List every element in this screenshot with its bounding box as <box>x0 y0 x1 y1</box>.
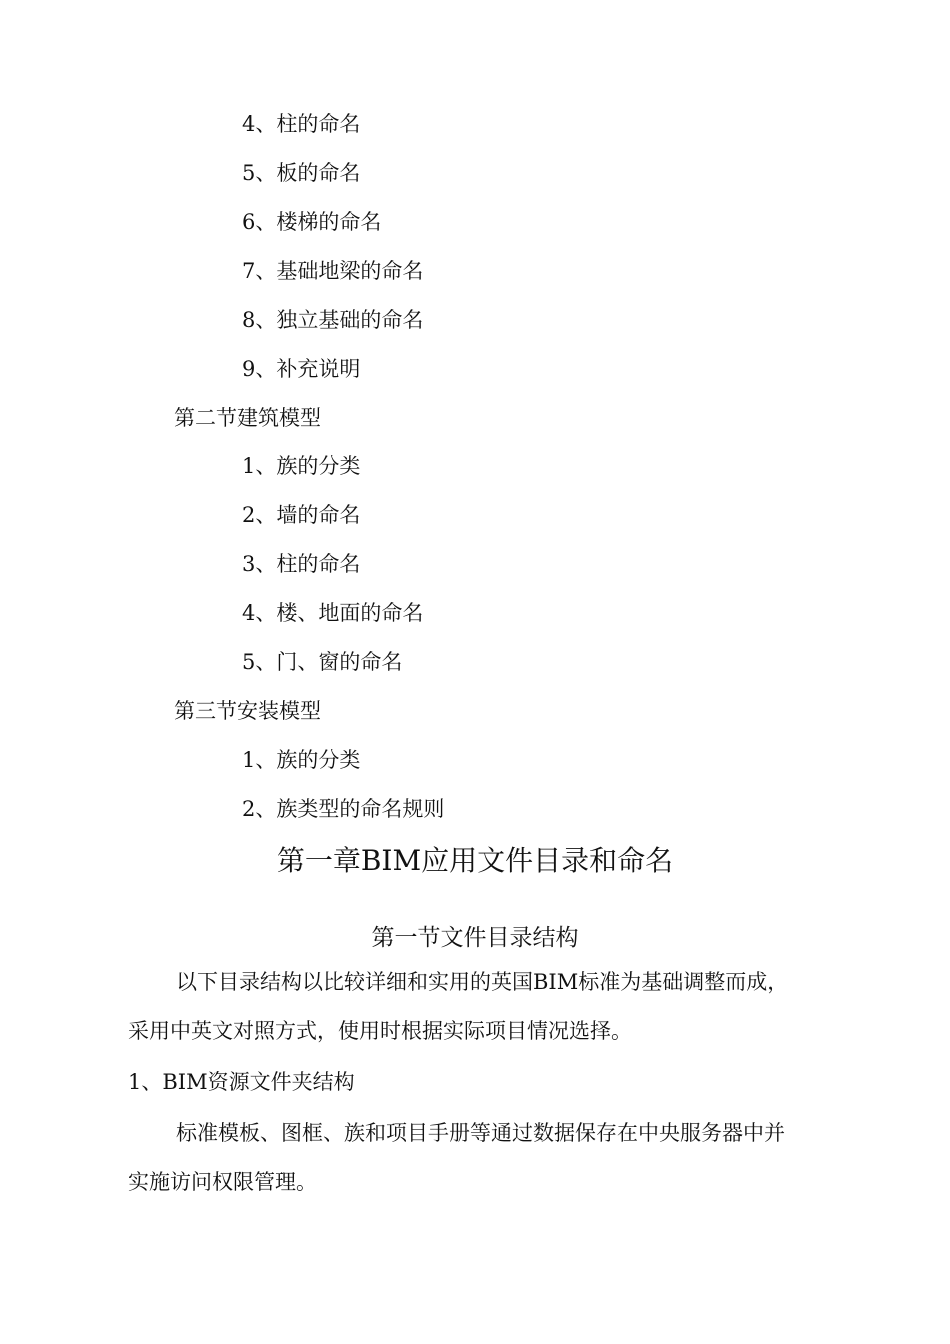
paragraph-line: 以下目录结构以比较详细和实用的英国BIM标准为基础调整而成， <box>176 970 789 994</box>
toc-item: 2、墙的命名 <box>242 503 361 527</box>
chapter-title: 第一章BIM应用文件目录和命名 <box>276 844 674 877</box>
toc-item: 5、门、窗的命名 <box>242 650 403 674</box>
toc-item: 4、柱的命名 <box>242 112 361 136</box>
toc-item: 2、族类型的命名规则 <box>242 797 445 821</box>
toc-item: 5、板的命名 <box>242 161 361 185</box>
paragraph-line: 实施访问权限管理。 <box>128 1170 317 1194</box>
toc-section-heading: 第二节建筑模型 <box>174 406 321 430</box>
paragraph-line: 标准模板、图框、族和项目手册等通过数据保存在中央服务器中并 <box>176 1121 785 1145</box>
toc-item: 1、族的分类 <box>242 454 361 478</box>
section-title: 第一节文件目录结构 <box>371 925 579 951</box>
toc-item: 8、独立基础的命名 <box>242 308 424 332</box>
toc-item: 9、补充说明 <box>242 357 361 381</box>
toc-section-heading: 第三节安装模型 <box>174 699 321 723</box>
toc-item: 1、族的分类 <box>242 748 361 772</box>
toc-item: 3、柱的命名 <box>242 552 361 576</box>
toc-item: 6、楼梯的命名 <box>242 210 382 234</box>
paragraph-line: 采用中英文对照方式，使用时根据实际项目情况选择。 <box>128 1019 632 1043</box>
toc-item: 7、基础地梁的命名 <box>242 259 424 283</box>
toc-item: 4、楼、地面的命名 <box>242 601 424 625</box>
subsection-heading: 1、BIM资源文件夹结构 <box>128 1070 355 1094</box>
